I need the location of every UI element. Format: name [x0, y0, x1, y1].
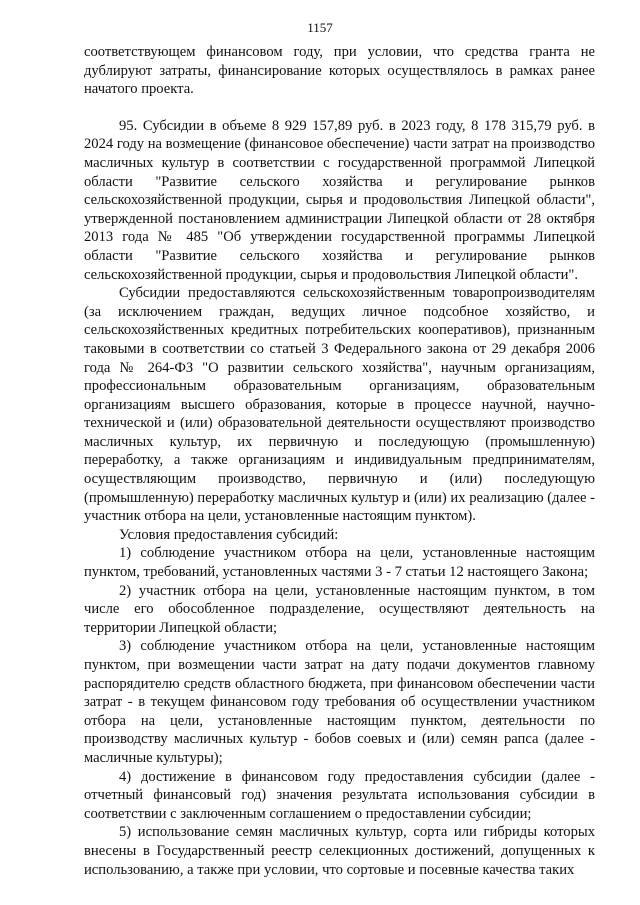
paragraph-item-95: 95. Субсидии в объеме 8 929 157,89 руб. в 2023 году, 8 178 315,79 руб. в 2024 году на возмещение (финансовое обеспечение) части затрат на производство масличных культур в соответствии с государственной программой Липецкой области "Развитие сельского хозяйства и регулирование рынков сельскохозяйственной продукции, сырья и продовольствия Липецкой области", утвержденной постановлением администрации Липецкой области от 28 октября 2013 года № 485 "Об утверждении государственной программы Липецкой области "Развитие сельского хозяйства и регулирование рынков сельскохозяйственной продукции, сырья и продовольствия Липецкой области".	[84, 117, 595, 283]
paragraph-condition-5: 5) использование семян масличных культур, сорта или гибриды которых внесены в Государственный реестр селекционных достижений, допущенных к использованию, а также при условии, что сортовые и посевные качества таких	[84, 824, 595, 878]
document-body	[84, 43, 595, 879]
paragraph-gap	[84, 99, 595, 117]
page-number: 1157	[307, 20, 333, 35]
paragraph-recipients: Субсидии предоставляются сельскохозяйственным товаропроизводителям (за исключением граждан, ведущих личное подсобное хозяйство, и сельскохозяйственных кредитных потребительских кооперативов), признанным таковыми в соответствии со статьей 3 Федерального закона от 29 декабря 2006 года № 264-ФЗ "О развитии сельского хозяйства", научным организациям, профессиональным образовательным организациям, образовательным организациям высшего образования, которые в процессе научной, научно-технической и (или) образовательной деятельности осуществляют производство масличных культур, их первичную и последующую (промышленную) переработку, а также организациям и индивидуальным предпринимателям, осуществляющим производство, первичную и (или) последующую (промышленную) переработку масличных культур и (или) их реализацию (далее - участник отбора на цели, установленные настоящим пунктом).	[84, 285, 595, 525]
paragraph-continuation: соответствующем финансовом году, при условии, что средства гранта не дублируют затраты, финансирование которых осуществлялось в рамках ранее начатого проекта.	[84, 44, 595, 98]
paragraph-condition-4: 4) достижение в финансовом году предоставления субсидии (далее - отчетный финансовый год) значения результата использования субсидии в соответствии с заключенным соглашением о предоставлении субсидии;	[84, 768, 595, 822]
paragraph-conditions-heading: Условия предоставления субсидий:	[119, 526, 339, 543]
paragraph-condition-2: 2) участник отбора на цели, установленные настоящим пунктом, в том числе его обособленное подразделение, осуществляют деятельность на территории Липецкой области;	[84, 582, 595, 636]
paragraph-condition-3: 3) соблюдение участником отбора на цели, установленные настоящим пунктом, при возмещении части затрат на дату подачи документов главному распорядителю средств областного бюджета, при финансовом обеспечении части затрат - в текущем финансовом году требования об осуществлении участником отбора на цели, установленные настоящим пунктом, деятельности по производству масличных культур - бобов соевых и (или) семян рапса (далее - масличные культуры);	[84, 638, 595, 766]
paragraph-condition-1: 1) соблюдение участником отбора на цели, установленные настоящим пунктом, требований, установленных частями 3 - 7 статьи 12 настоящего Закона;	[84, 545, 595, 581]
